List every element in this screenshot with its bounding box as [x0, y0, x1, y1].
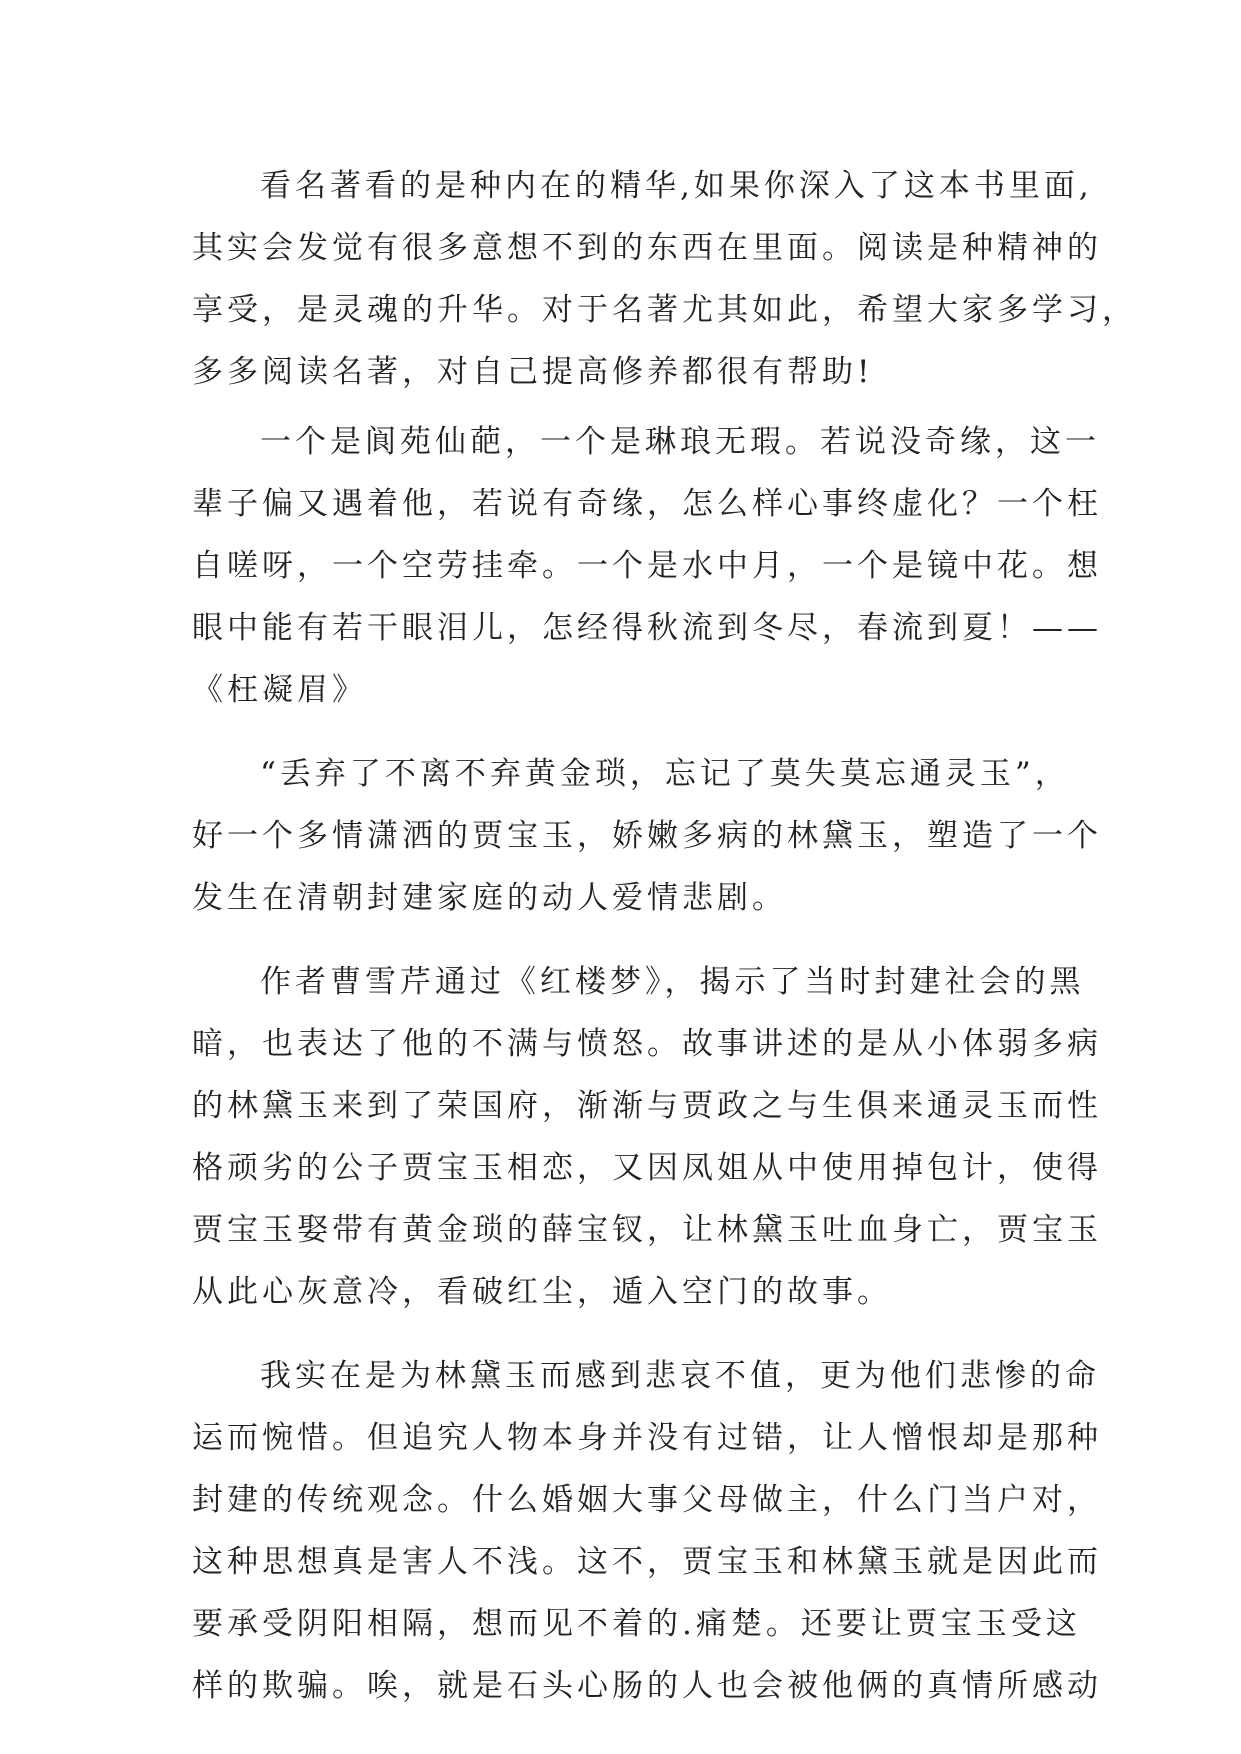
paragraph	[192, 951, 1102, 1323]
paragraph	[192, 743, 1102, 929]
text-line: 《枉凝眉》	[192, 672, 367, 708]
text-line: 贾宝玉娶带有黄金琐的薛宝钗，让林黛玉吐血身亡，贾宝玉	[192, 1212, 1102, 1248]
paragraph	[192, 1345, 1102, 1717]
text-line: 封建的传统观念。什么婚姻大事父母做主，什么门当户对，	[192, 1482, 1102, 1518]
text-line: 运而惋惜。但追究人物本身并没有过错，让人憎恨却是那种	[192, 1420, 1102, 1456]
paragraph	[192, 411, 1102, 721]
text-line: 辈子偏又遇着他，若说有奇缘，怎么样心事终虚化？一个枉	[192, 486, 1102, 522]
text-line: 从此心灰意冷，看破红尘，遁入空门的故事。	[192, 1274, 892, 1310]
paragraph	[192, 155, 1137, 403]
text-line: 自嗟呀，一个空劳挂牵。一个是水中月，一个是镜中花。想	[192, 548, 1102, 584]
text-line: 一个是阆苑仙葩，一个是琳琅无瑕。若说没奇缘，这一	[260, 424, 1100, 460]
text-line: 我实在是为林黛玉而感到悲哀不值，更为他们悲惨的命	[260, 1358, 1100, 1394]
text-line: 要承受阴阳相隔，想而见不着的.痛楚。还要让贾宝玉受这	[192, 1606, 1081, 1642]
text-line: 好一个多情潇洒的贾宝玉，娇嫩多病的林黛玉，塑造了一个	[192, 818, 1102, 854]
text-line: 看名著看的是种内在的精华,如果你深入了这本书里面,	[260, 168, 1093, 204]
text-line: 样的欺骗。唉，就是石头心肠的人也会被他俩的真情所感动	[192, 1668, 1102, 1704]
text-line: 多多阅读名著，对自己提高修养都很有帮助!	[192, 354, 874, 390]
document-body	[192, 155, 1137, 1717]
text-line: 享受，是灵魂的升华。对于名著尤其如此，希望大家多学习，	[192, 292, 1137, 328]
text-line: 暗，也表达了他的不满与愤怒。故事讲述的是从小体弱多病	[192, 1026, 1102, 1062]
text-line: 这种思想真是害人不浅。这不，贾宝玉和林黛玉就是因此而	[192, 1544, 1102, 1580]
text-line: 眼中能有若干眼泪儿，怎经得秋流到冬尽，春流到夏！——	[192, 610, 1102, 646]
text-line: 格顽劣的公子贾宝玉相恋，又因凤姐从中使用掉包计，使得	[192, 1150, 1102, 1186]
text-line: 的林黛玉来到了荣国府，渐渐与贾政之与生俱来通灵玉而性	[192, 1088, 1102, 1124]
text-line: 其实会发觉有很多意想不到的东西在里面。阅读是种精神的	[192, 230, 1102, 266]
text-line: 发生在清朝封建家庭的动人爱情悲剧。	[192, 880, 787, 916]
text-line: “丢弃了不离不弃黄金琐，忘记了莫失莫忘通灵玉”，	[260, 756, 1070, 792]
text-line: 作者曹雪芹通过《红楼梦》，揭示了当时封建社会的黑	[260, 964, 1085, 1000]
